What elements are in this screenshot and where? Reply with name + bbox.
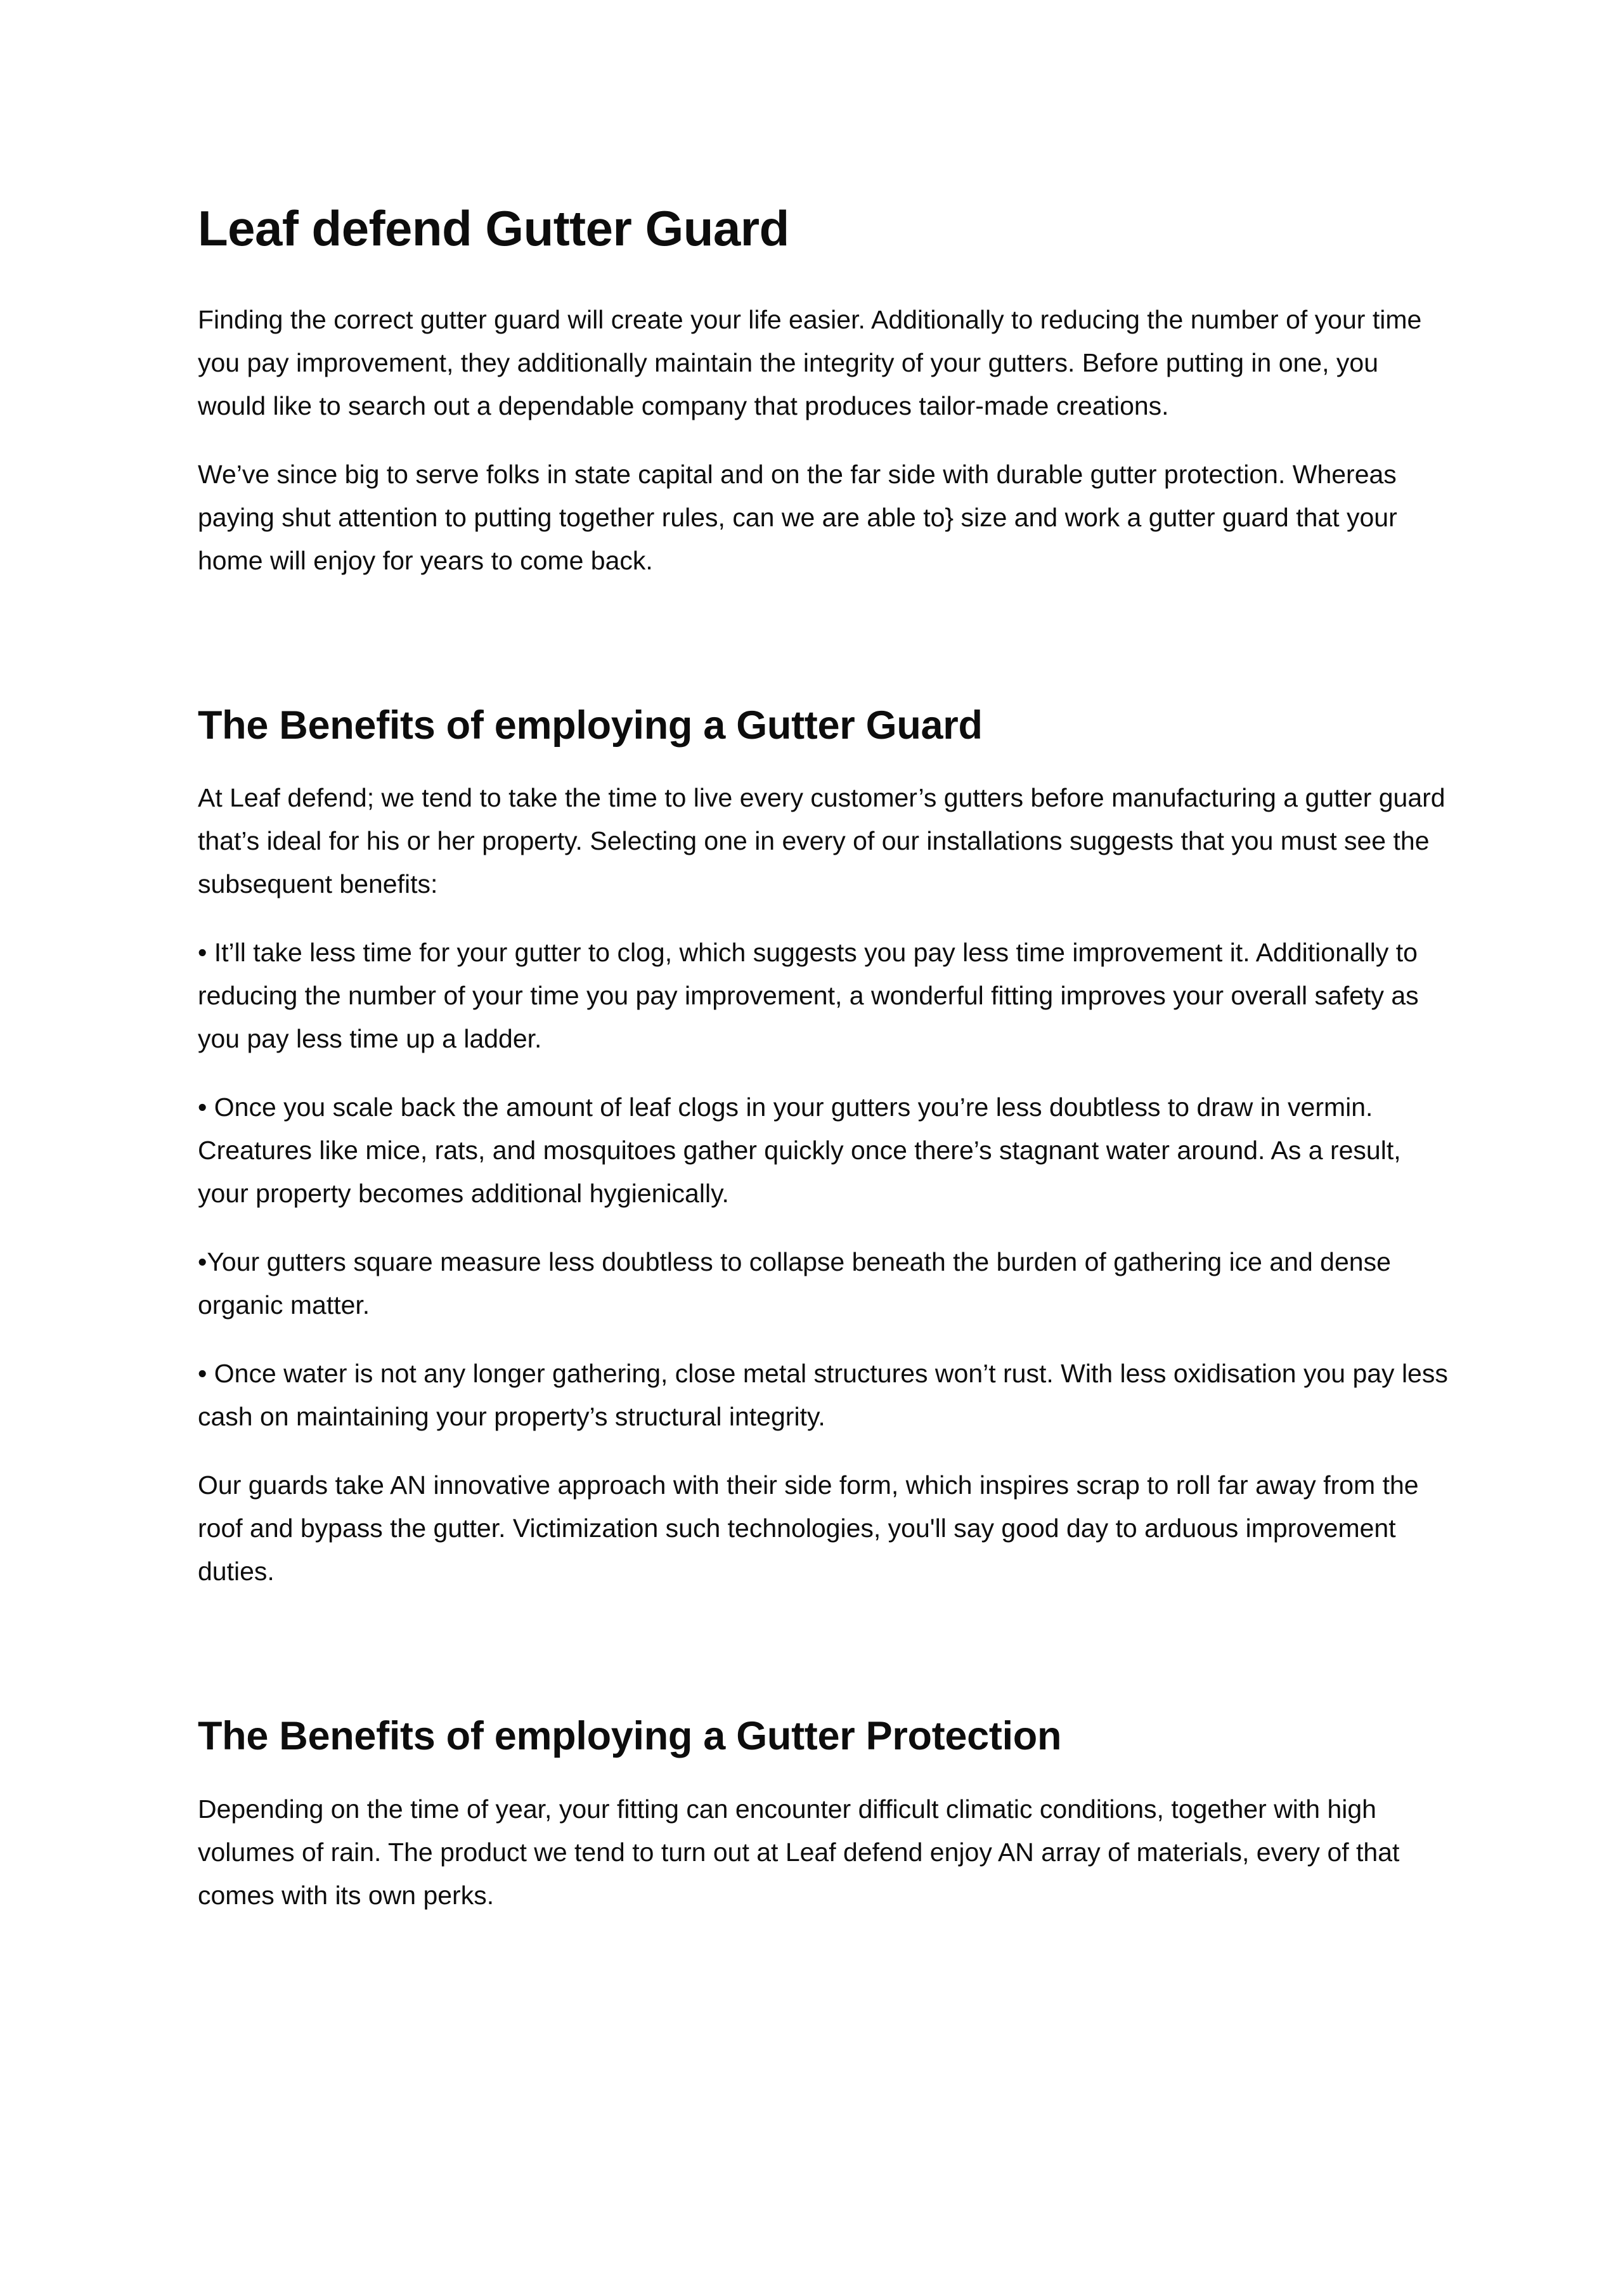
bullet-paragraph: • It’ll take less time for your gutter to clog, which suggests you pay less time improvement it. Additionally to reducing the number of your time you pay improvement, a wonderful fitting improves your overall safety as you pay less time up a ladder. [198,938,1419,1054]
section-spacer [198,1618,1453,1713]
section-gutter-guard-benefits [198,703,1453,1593]
bullet-paragraph: • Once water is not any longer gathering, close metal structures won’t rust. With less oxidisation you pay less cash on maintaining your property’s structural integrity. [198,1359,1448,1432]
section-gutter-protection-benefits [198,1713,1453,1916]
section-heading: The Benefits of employing a Gutter Guard [198,703,983,748]
intro-paragraph: Finding the correct gutter guard will create your life easier. Additionally to reducing the number of your time you pay improvement, they additionally maintain the integrity of your gutters. Before putting in one, you would like to search out a dependable company that produces tailor-made creations. [198,304,1422,420]
intro-paragraph: We’ve since big to serve folks in state capital and on the far side with durable gutter protection. Whereas paying shut attention to putting together rules, can we are able to} size and work a gutter guard that your home will enjoy for years to come back. [198,459,1397,575]
document-title: Leaf defend Gutter Guard [198,200,789,256]
bullet-paragraph: • Once you scale back the amount of leaf clogs in your gutters you’re less doubtless to draw in vermin. Creatures like mice, rats, and mosquitoes gather quickly once there’s stagnant water around. As a result, your property becomes additional hygienically. [198,1093,1401,1209]
section-paragraph: At Leaf defend; we tend to take the time to live every customer’s gutters before manufacturing a gutter guard that’s ideal for his or her property. Selecting one in every of our installations suggests that you must see the subsequent benefits: [198,783,1445,899]
section-heading: The Benefits of employing a Gutter Protection [198,1714,1062,1759]
bullet-paragraph: •Your gutters square measure less doubtless to collapse beneath the burden of gathering ice and dense organic matter. [198,1247,1391,1320]
section-paragraph: Our guards take AN innovative approach with their side form, which inspires scrap to roll far away from the roof and bypass the gutter. Victimization such technologies, you'll say good day to arduous improvement duties. [198,1470,1419,1586]
document-body [198,202,1453,1942]
section-spacer [198,607,1453,703]
section-paragraph: Depending on the time of year, your fitting can encounter difficult climatic conditions, together with high volumes of rain. The product we tend to turn out at Leaf defend enjoy AN array of materials, every of that comes with its own perks. [198,1794,1400,1910]
